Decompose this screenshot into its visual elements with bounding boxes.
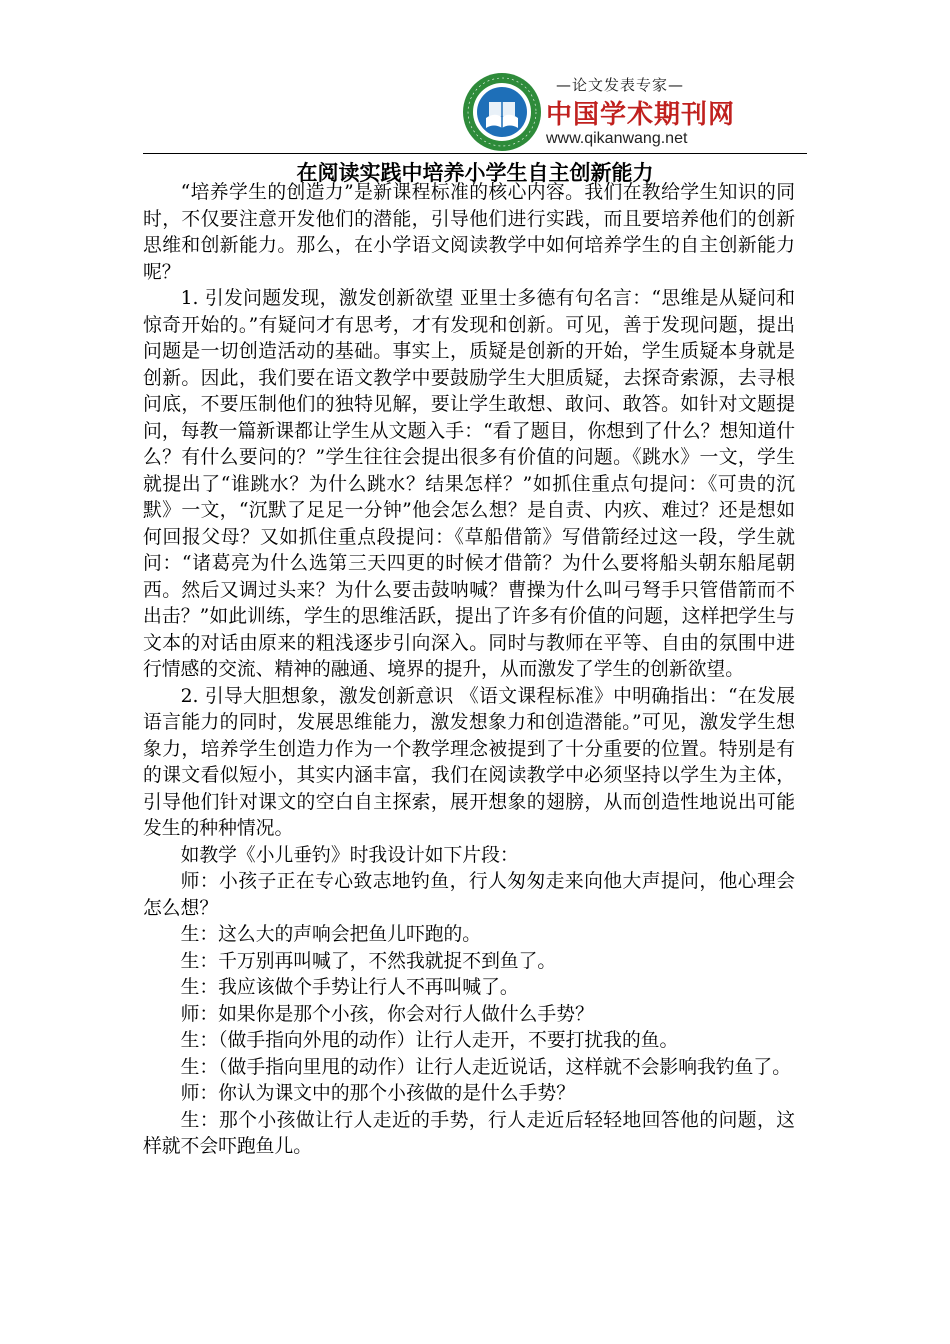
paragraph: 师：小孩子正在专心致志地钓鱼，行人匆匆走来向他大声提问，他心理会怎么想？ [143, 871, 795, 919]
journal-logo [462, 72, 736, 152]
paragraph: 生：（做手指向里甩的动作）让行人走近说话，这样就不会影响我钓鱼了。 [180, 1056, 791, 1078]
paragraph: 生：（做手指向外甩的动作）让行人走开，不要打扰我的鱼。 [180, 1030, 679, 1051]
paragraph: “培养学生的创造力”是新课程标准的核心内容。我们在教给学生知识的同时，不仅要注意开发他们的潜能，引导他们进行实践，而且要培养他们的创新思维和创新能力。那么，在小学语文阅读教学中如何培养学生的自主创新能力呢？ [143, 182, 795, 283]
paragraph: 1. 引发问题发现，激发创新欲望 亚里士多德有句名言：“思维是从疑问和惊奇开始的。”有疑问才有思考，才有发现和创新。可见，善于发现问题，提出问题是一切创造活动的基础。事实上，质疑是创新的开始，学生质疑本身就是创新。因此，我们要在语文教学中要鼓励学生大胆质疑，去探奇索源，去寻根问底，不要压制他们的独特见解，要让学生敢想、敢问、敢答。如针对文题提问，每教一篇新课都让学生从文题入手：“看了题目，你想到了什么？想知道什么？有什么要问的？”学生往往会提出很多有价值的问题。《跳水》一文，学生就提出了“谁跳水？为什么跳水？结果怎样？”如抓住重点句提问：《可贵的沉默》一文，“沉默了足足一分钟”他会怎么想？是自责、内疚、难过？还是想如何回报父母？又如抓住重点段提问：《草船借箭》写借箭经过这一段，学生就问：“诸葛亮为什么选第三天四更的时候才借箭？为什么要将船头朝东船尾朝西。然后又调过头来？为什么要击鼓呐喊？曹操为什么叫弓弩手只管借箭而不出击？”如此训练，学生的思维活跃，提出了许多有价值的问题，这样把学生与文本的对话由原来的粗浅逐步引向深入。同时与教师在平等、自由的氛围中进行情感的交流、精神的融通、境界的提升，从而激发了学生的创新欲望。 [143, 288, 795, 680]
paragraph: 师：你认为课文中的那个小孩做的是什么手势？ [180, 1083, 575, 1104]
logo-tagline: —论文发表专家— [556, 76, 685, 94]
paragraph: 生：千万别再叫喊了，不然我就捉不到鱼了。 [180, 950, 557, 972]
paragraph: 师：如果你是那个小孩，你会对行人做什么手势？ [180, 1003, 594, 1025]
paragraph: 生：那个小孩做让行人走近的手势，行人走近后轻轻地回答他的问题，这样就不会吓跑鱼儿。 [143, 1109, 795, 1157]
article-title: 在阅读实践中培养小学生自主创新能力 [296, 160, 654, 185]
paragraph: 2. 引导大胆想象，激发创新意识 《语文课程标准》中明确指出：“在发展语言能力的同时，发展思维能力，激发想象力和创造潜能。”可见，激发学生想象力，培养学生创造力作为一个教学理念被提到了十分重要的位置。特别是有的课文看似短小，其实内涵丰富，我们在阅读教学中必须坚持以学生为主体，引导他们针对课文的空白自主探索，展开想象的翅膀，从而创造性地说出可能发生的种种情况。 [143, 685, 795, 839]
header-rule [143, 153, 807, 154]
logo-url: www.qikanwang.net [546, 130, 688, 147]
book-seal-icon [462, 72, 542, 152]
paragraph: 生：我应该做个手势让行人不再叫喊了。 [180, 977, 519, 998]
paragraph: 生：这么大的声响会把鱼儿吓跑的。 [180, 924, 482, 945]
article-body [143, 180, 795, 1161]
paragraph: 如教学《小儿垂钓》时我设计如下片段： [180, 844, 519, 866]
logo-brand-name: 中国学术期刊网 [546, 100, 736, 130]
